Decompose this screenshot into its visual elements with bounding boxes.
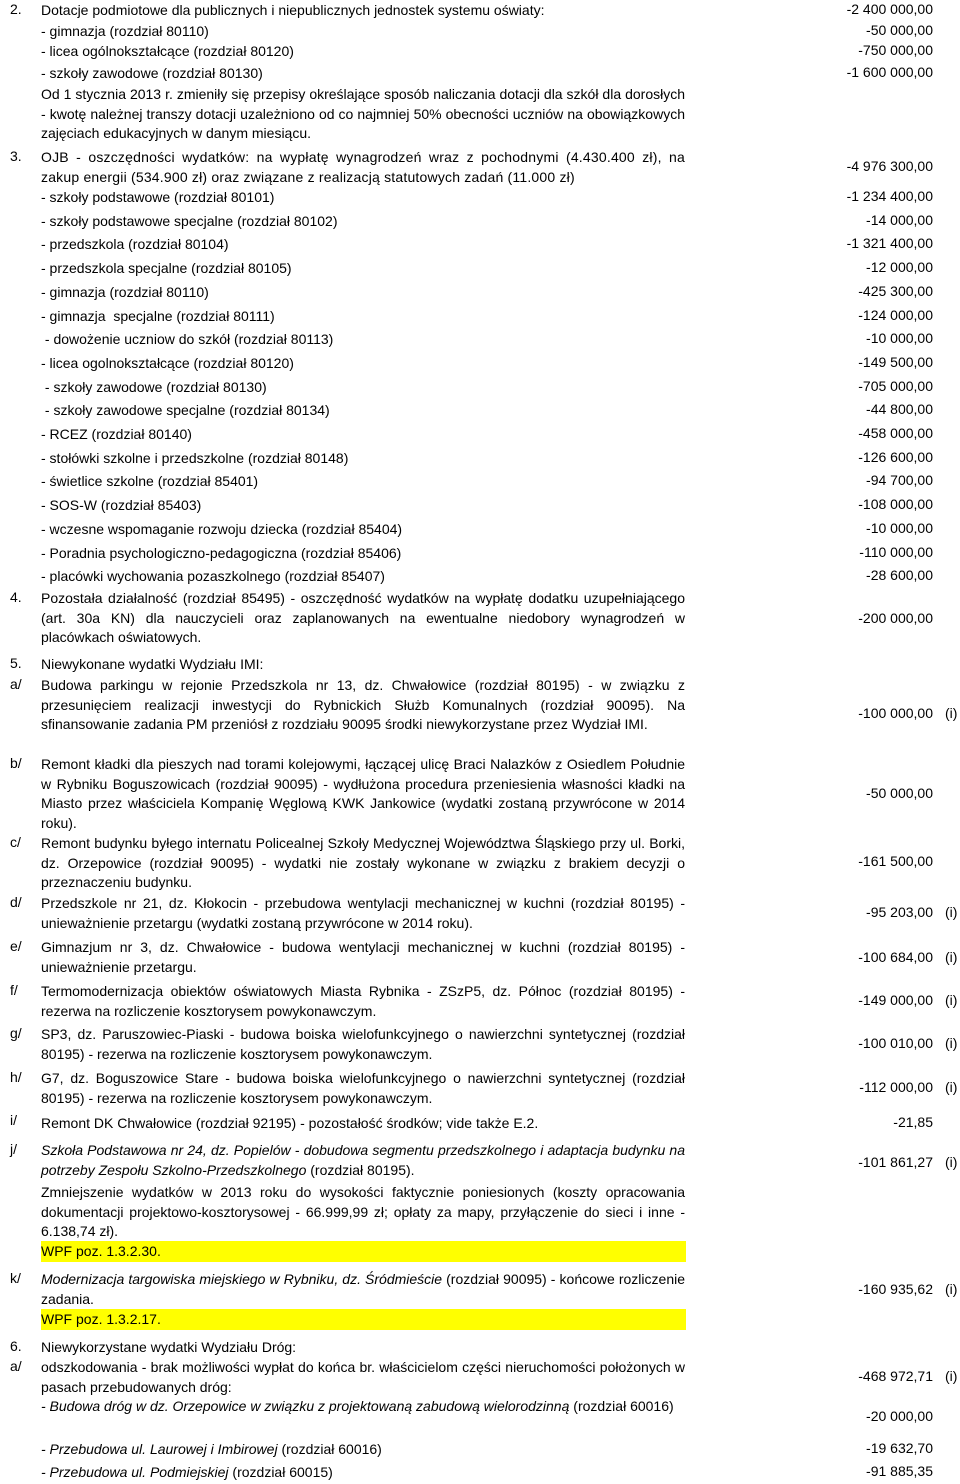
amount: -108 000,00 [858, 496, 933, 513]
flag: (i) [945, 705, 958, 721]
road-text [41, 1397, 685, 1417]
item-text: - wczesne wspomaganie rozwoju dziecka (rozdział 85404) [41, 520, 403, 537]
item-text: - szkoły podstawowe (rozdział 80101) [41, 189, 275, 205]
amount: -100 684,00 [858, 949, 933, 965]
item-text: - szkoły zawodowe (rozdział 80130) [41, 65, 263, 81]
item-letter: h/ [10, 1069, 22, 1085]
section-title: Dotacje podmiotowe dla publicznych i niepublicznych jednostek systemu oświaty: [41, 2, 545, 18]
note-text: Zmniejszenie wydatków w 2013 roku do wysokości faktycznie poniesionych (koszty opracowania dokumentacji projektowo-kosztorysowej - 66.999,99 zł; opłaty za mapy, przyłączenie do sieci i inne - 6.138,74 zł). [41, 1184, 685, 1239]
amount: -4 976 300,00 [846, 158, 933, 174]
road-tail: (rozdział 60016) [277, 1441, 382, 1457]
item-text: - świetlice szkolne (rozdział 85401) [41, 473, 259, 490]
amount: -20 000,00 [866, 1408, 933, 1424]
item-text [41, 1141, 685, 1180]
amount: -425 300,00 [858, 282, 933, 299]
amount: -50 000,00 [866, 785, 933, 801]
item-text: - szkoły zawodowe (rozdział 80130) [41, 378, 267, 395]
road-name: - Budowa dróg w dz. Orzepowice w związku z projektowaną zabudową wielorodzinną [41, 1398, 570, 1414]
item-letter: k/ [10, 1270, 21, 1286]
item-text: - licea ogolnokształcące (rozdział 80120) [41, 354, 294, 371]
amount: -112 000,00 [859, 1079, 933, 1095]
amount: -100 000,00 [858, 705, 933, 721]
amount: -705 000,00 [858, 377, 933, 394]
flag: (i) [945, 904, 958, 920]
amount: -94 700,00 [866, 472, 933, 489]
item-letter: c/ [10, 834, 21, 850]
item-text: - stołówki szkolne i przedszkolne (rozdział 80148) [41, 449, 349, 466]
amount: -149 500,00 [858, 353, 933, 370]
item-text: Remont DK Chwałowice (rozdział 92195) - pozostałość środków; vide także E.2. [41, 1115, 539, 1131]
item-letter: b/ [10, 755, 22, 771]
amount: -10 000,00 [866, 519, 933, 536]
amount: -200 000,00 [858, 610, 933, 626]
flag: (i) [945, 1281, 958, 1297]
item-text: - gimnazja (rozdział 80110) [41, 23, 209, 39]
amount: -12 000,00 [866, 259, 933, 276]
road-tail: (rozdział 60016) [569, 1398, 674, 1414]
item-text: Przedszkole nr 21, dz. Kłokocin - przebudowa wentylacji mechanicznej w kuchni (rozdział 80195) - unieważnienie przetargu (wydatki zostaną przywrócone w 2014 roku). [41, 895, 685, 931]
item-text: Gimnazjum nr 3, dz. Chwałowice - budowa wentylacji mechanicznej w kuchni (rozdział 80195) - unieważnienie przetargu. [41, 939, 685, 975]
item-text: - przedszkola (rozdział 80104) [41, 236, 229, 253]
amount: -101 861,27 [858, 1154, 933, 1170]
item-text: Termomodernizacja obiektów oświatowych Miasta Rybnika - ZSzP5, dz. Północ (rozdział 80195) - rezerwa na rozliczenie kosztorysem powykonawczym. [41, 983, 685, 1019]
wpf-highlight [41, 1241, 686, 1262]
item-title-tail: (rozdział 80195). [306, 1161, 415, 1178]
amount: -161 500,00 [858, 853, 933, 869]
flag: (i) [945, 1079, 958, 1095]
item-letter: a/ [10, 1358, 22, 1374]
road-text [41, 1440, 685, 1460]
amount: -1 600 000,00 [846, 64, 933, 80]
section-text: Pozostała działalność (rozdział 85495) - oszczędność wydatków na wypłatę dodatku uzupełniającego (art. 30a KN) dla nauczycieli oraz zaplanowanych na ewentualne niedobory wynagrodzeń w placówkach oświatowych. [41, 590, 685, 645]
item-text: - szkoły zawodowe specjalne (rozdział 80134) [41, 402, 330, 419]
item-text: odszkodowania - brak możliwości wypłat do końca br. właścicielom części nieruchomości położonych w pasach przebudowanych dróg: [41, 1359, 685, 1395]
road-tail: (rozdział 60015) [228, 1464, 333, 1480]
amount: -458 000,00 [858, 425, 933, 441]
amount: -28 600,00 [866, 567, 933, 584]
item-text: - placówki wychowania pozaszkolnego (rozdział 85407) [41, 568, 385, 585]
road-name: - Przebudowa ul. Podmiejskiej [41, 1464, 229, 1480]
item-text: - gimnazja (rozdział 80110) [41, 283, 209, 300]
item-text: - SOS-W (rozdział 85403) [41, 497, 202, 514]
item-text [41, 1270, 685, 1309]
item-title: Modernizacja targowiska miejskiego w Rybniku, dz. Śródmieście [41, 1271, 443, 1287]
amount: -10 000,00 [866, 330, 933, 347]
wpf-reference: WPF poz. 1.3.2.17. [41, 1311, 161, 1327]
amount: -160 935,62 [858, 1281, 933, 1297]
amount: -124 000,00 [858, 306, 933, 323]
item-letter: a/ [10, 676, 22, 692]
note-text: Od 1 stycznia 2013 r. zmieniły się przepisy określające sposób naliczania dotacji dla szkół dla dorosłych - kwotę należnej transzy dotacji uzależniono od co najmniej 50% obecności uczniów na obowiązkowych zajęciach edukacyjnych w danym miesiącu. [41, 86, 685, 141]
amount: -44 800,00 [866, 401, 933, 418]
amount: -19 632,70 [866, 1440, 933, 1456]
item-letter: i/ [10, 1112, 17, 1128]
section-number: 3. [10, 148, 22, 164]
item-text: - Poradnia psychologiczno-pedagogiczna (rozdział 85406) [41, 544, 402, 561]
wpf-highlight [41, 1309, 686, 1330]
amount: -468 972,71 [858, 1368, 933, 1384]
item-letter: g/ [10, 1025, 22, 1041]
amount: -91 885,35 [866, 1463, 933, 1479]
amount: -100 010,00 [858, 1035, 933, 1051]
flag: (i) [945, 949, 958, 965]
amount: -1 234 400,00 [846, 188, 933, 204]
amount: -95 203,00 [866, 904, 933, 920]
flag: (i) [945, 992, 958, 1008]
amount: -50 000,00 [866, 22, 933, 38]
item-text: - licea ogólnokształcące (rozdział 80120) [41, 43, 294, 59]
item-title: Szkoła Podstawowa nr 24, dz. Popielów - dobudowa segmentu przedszkolnego i adaptacja budynku na potrzeby Zespołu Szkolno-Przedszkolnego [41, 1142, 685, 1178]
section-title: OJB - oszczędności wydatków: na wypłatę wynagrodzeń wraz z pochodnymi (4.430.400 zł), na zakup energii (534.900 zł) oraz związane z realizacją statutowych zadań (11.000 zł) [41, 149, 685, 185]
wpf-reference: WPF poz. 1.3.2.30. [41, 1243, 161, 1259]
item-letter: d/ [10, 894, 22, 910]
amount: -110 000,00 [859, 543, 933, 560]
item-letter: e/ [10, 938, 22, 954]
item-text: - szkoły podstawowe specjalne (rozdział 80102) [41, 212, 338, 229]
amount: -14 000,00 [866, 211, 933, 228]
section-number: 2. [10, 1, 22, 17]
item-text: - RCEZ (rozdział 80140) [41, 426, 192, 442]
road-name: - Przebudowa ul. Laurowej i Imbirowej [41, 1441, 278, 1457]
item-text: Budowa parkingu w rejonie Przedszkola nr 13, dz. Chwałowice (rozdział 80195) - w związku z przesunięciem realizacji inwestycji do Rybnickich Służb Komunalnych (rozdział 90095). Na sfinansowanie zadania PM przeniósł z rozdziału 90095 środki niewykorzystane przez Wydział IMI. [41, 677, 685, 732]
amount: -21,85 [893, 1114, 933, 1130]
flag: (i) [945, 1154, 958, 1170]
item-letter: f/ [10, 982, 18, 998]
section-number: 4. [10, 589, 22, 605]
section-number: 5. [10, 655, 22, 671]
amount: -2 400 000,00 [846, 1, 933, 17]
road-text [41, 1463, 685, 1483]
section-title: Niewykonane wydatki Wydziału IMI: [41, 656, 264, 672]
item-text: - przedszkola specjalne (rozdział 80105) [41, 260, 292, 277]
amount: -750 000,00 [858, 42, 933, 58]
item-text: Remont budynku byłego internatu Policealnej Szkoły Medycznej Województwa Śląskiego przy ul. Borki, dz. Orzepowice (rozdział 90095) - wydatki nie zostały wykonane w związku z brakiem decyzji o przeznaczeniu budynku. [41, 835, 685, 890]
item-text: Remont kładki dla pieszych nad torami kolejowymi, łączącej ulicę Braci Nalazków z Osiedlem Południe w Rybniku Boguszowicach (rozdział 90095) - wydłużona procedura przeniesienia własności kładki na Miasto przez właściciela Kompanię Węglową KWK Jankowice (wydatki zostaną przywrócone w 2014 roku). [41, 756, 685, 831]
item-title-tail: (rozdział 90095) - końcowe rozliczenie zadania. [41, 1271, 685, 1307]
item-text: G7, dz. Boguszowice Stare - budowa boiska wielofunkcyjnego o nawierzchni syntetycznej (rozdział 80195) - rezerwa na rozliczenie kosztorysem powykonawczym. [41, 1070, 685, 1106]
item-letter: j/ [10, 1141, 17, 1157]
amount: -126 600,00 [858, 448, 933, 465]
section-title: Niewykorzystane wydatki Wydziału Dróg: [41, 1339, 297, 1355]
flag: (i) [945, 1035, 958, 1051]
item-text: - gimnazja specjalne (rozdział 80111) [41, 307, 275, 324]
flag: (i) [945, 1368, 958, 1384]
item-text: SP3, dz. Paruszowiec-Piaski - budowa boiska wielofunkcyjnego o nawierzchni syntetycznej (rozdział 80195) - rezerwa na rozliczenie kosztorysem powykonawczym. [41, 1026, 685, 1062]
item-text: - dowożenie uczniow do szkół (rozdział 80113) [41, 331, 334, 348]
amount: -149 000,00 [858, 992, 933, 1008]
amount: -1 321 400,00 [846, 235, 933, 252]
section-number: 6. [10, 1338, 22, 1354]
